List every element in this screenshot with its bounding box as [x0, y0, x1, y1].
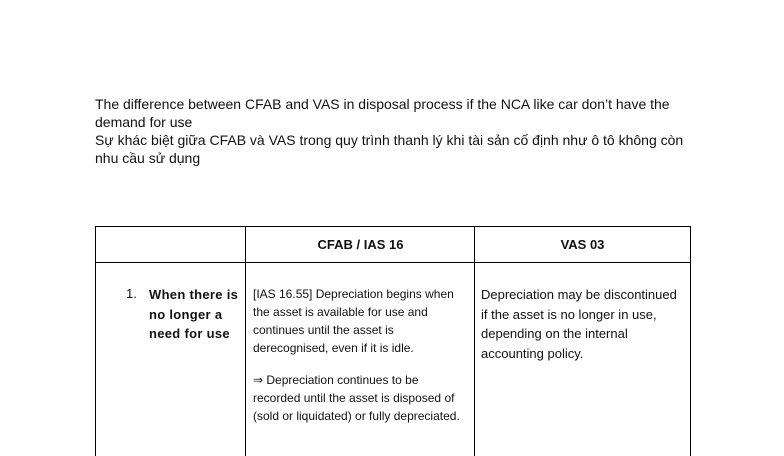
row-number: 1. — [126, 286, 137, 301]
intro-english: The difference between CFAB and VAS in disposal process if the NCA like car don’t have the demand for use — [95, 96, 670, 130]
comparison-table — [95, 226, 691, 456]
cfab-paragraph-2: ⇒ Depreciation continues to be recorded until the asset is disposed of (sold or liquidated) or fully depreciated. — [253, 373, 460, 423]
table-row-1-vas-cell: Depreciation may be discontinued if the asset is no longer in use, depending on the internal accounting policy. — [481, 287, 677, 361]
row-criterion: When there is no longer a need for use — [149, 287, 239, 341]
table-row-1-cfab-cell — [253, 285, 468, 439]
header-divider — [96, 262, 690, 263]
header-cfab: CFAB / IAS 16 — [317, 237, 404, 252]
header-col-1 — [96, 227, 246, 262]
header-vas: VAS 03 — [560, 237, 605, 252]
intro-text — [95, 95, 695, 167]
intro-vietnamese: Sự khác biệt giữa CFAB và VAS trong quy trình thanh lý khi tài sản cố định như ô tô không còn nhu cầu sử dụng — [95, 132, 684, 166]
cfab-paragraph-1: [IAS 16.55] Depreciation begins when the asset is available for use and continues until the asset is derecognised, even if it is idle. — [253, 287, 454, 355]
